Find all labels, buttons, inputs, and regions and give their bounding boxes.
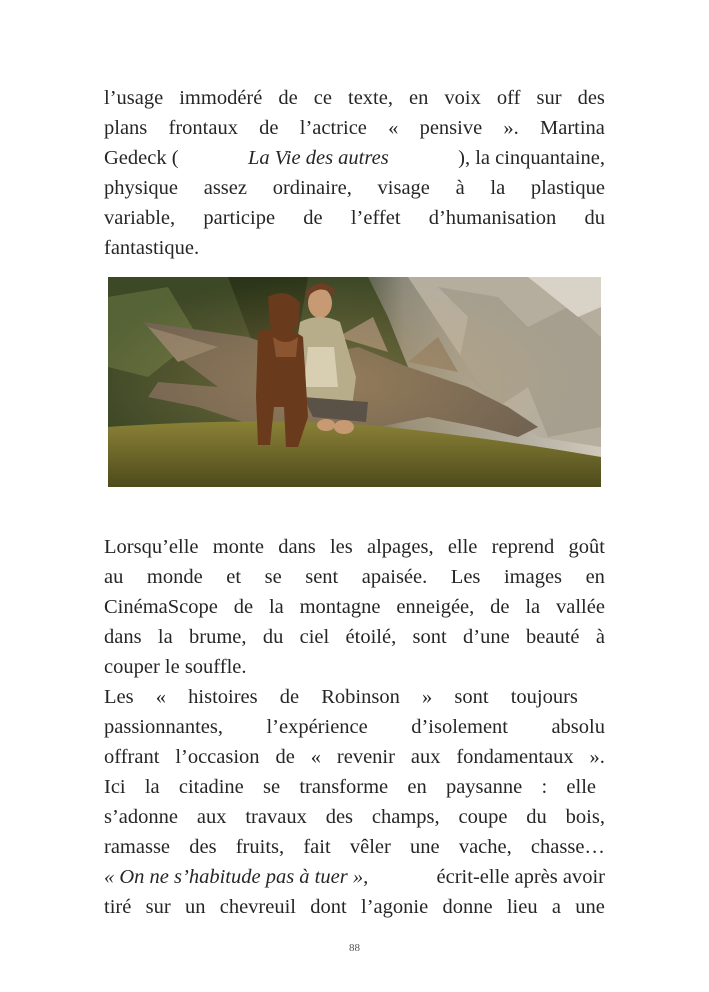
text-line: passionnantes, l’expérience d’isolement absolu <box>104 716 605 738</box>
text-line: physique assez ordinaire, visage à la plastique <box>104 177 605 199</box>
text-fragment: Gedeck ( <box>104 147 179 169</box>
text-line: tiré sur un chevreuil dont l’agonie donne lieu a une <box>104 896 605 918</box>
text-line: couper le souffle. <box>104 656 247 678</box>
page-number: 88 <box>349 942 360 954</box>
text-line-with-quote <box>104 862 605 892</box>
text-line-with-title <box>104 143 605 173</box>
text-line: Lorsqu’elle monte dans les alpages, elle reprend goût <box>104 536 605 558</box>
quote: « On ne s’habitude pas à tuer », <box>104 866 369 888</box>
paragraph-1 <box>104 83 605 263</box>
text-line: offrant l’occasion de « revenir aux fondamentaux ». <box>104 746 605 768</box>
text-line: s’adonne aux travaux des champs, coupe du bois, <box>104 806 605 828</box>
paragraph-2 <box>104 532 605 922</box>
text-fragment: ), la cinquantaine, <box>458 147 605 169</box>
text-line: dans la brume, du ciel étoilé, sont d’une beauté à <box>104 626 605 648</box>
text-line: Les « histoires de Robinson » sont toujours <box>104 686 578 708</box>
text-line: plans frontaux de l’actrice « pensive ». Martina <box>104 117 605 139</box>
text-line: variable, participe de l’effet d’humanisation du <box>104 207 605 229</box>
text-line: Ici la citadine se transforme en paysanne : elle <box>104 776 596 798</box>
text-fragment: écrit-elle après avoir <box>436 866 605 888</box>
film-still-photo <box>108 277 601 487</box>
text-line: ramasse des fruits, fait vêler une vache, chasse… <box>104 836 605 858</box>
text-line: CinémaScope de la montagne enneigée, de la vallée <box>104 596 605 618</box>
film-still-woman-with-dog-icon <box>108 277 601 487</box>
film-title: La Vie des autres <box>248 147 389 169</box>
text-line: fantastique. <box>104 237 200 259</box>
text-line: au monde et se sent apaisée. Les images en <box>104 566 605 588</box>
text-line: l’usage immodéré de ce texte, en voix off sur des <box>104 87 605 109</box>
